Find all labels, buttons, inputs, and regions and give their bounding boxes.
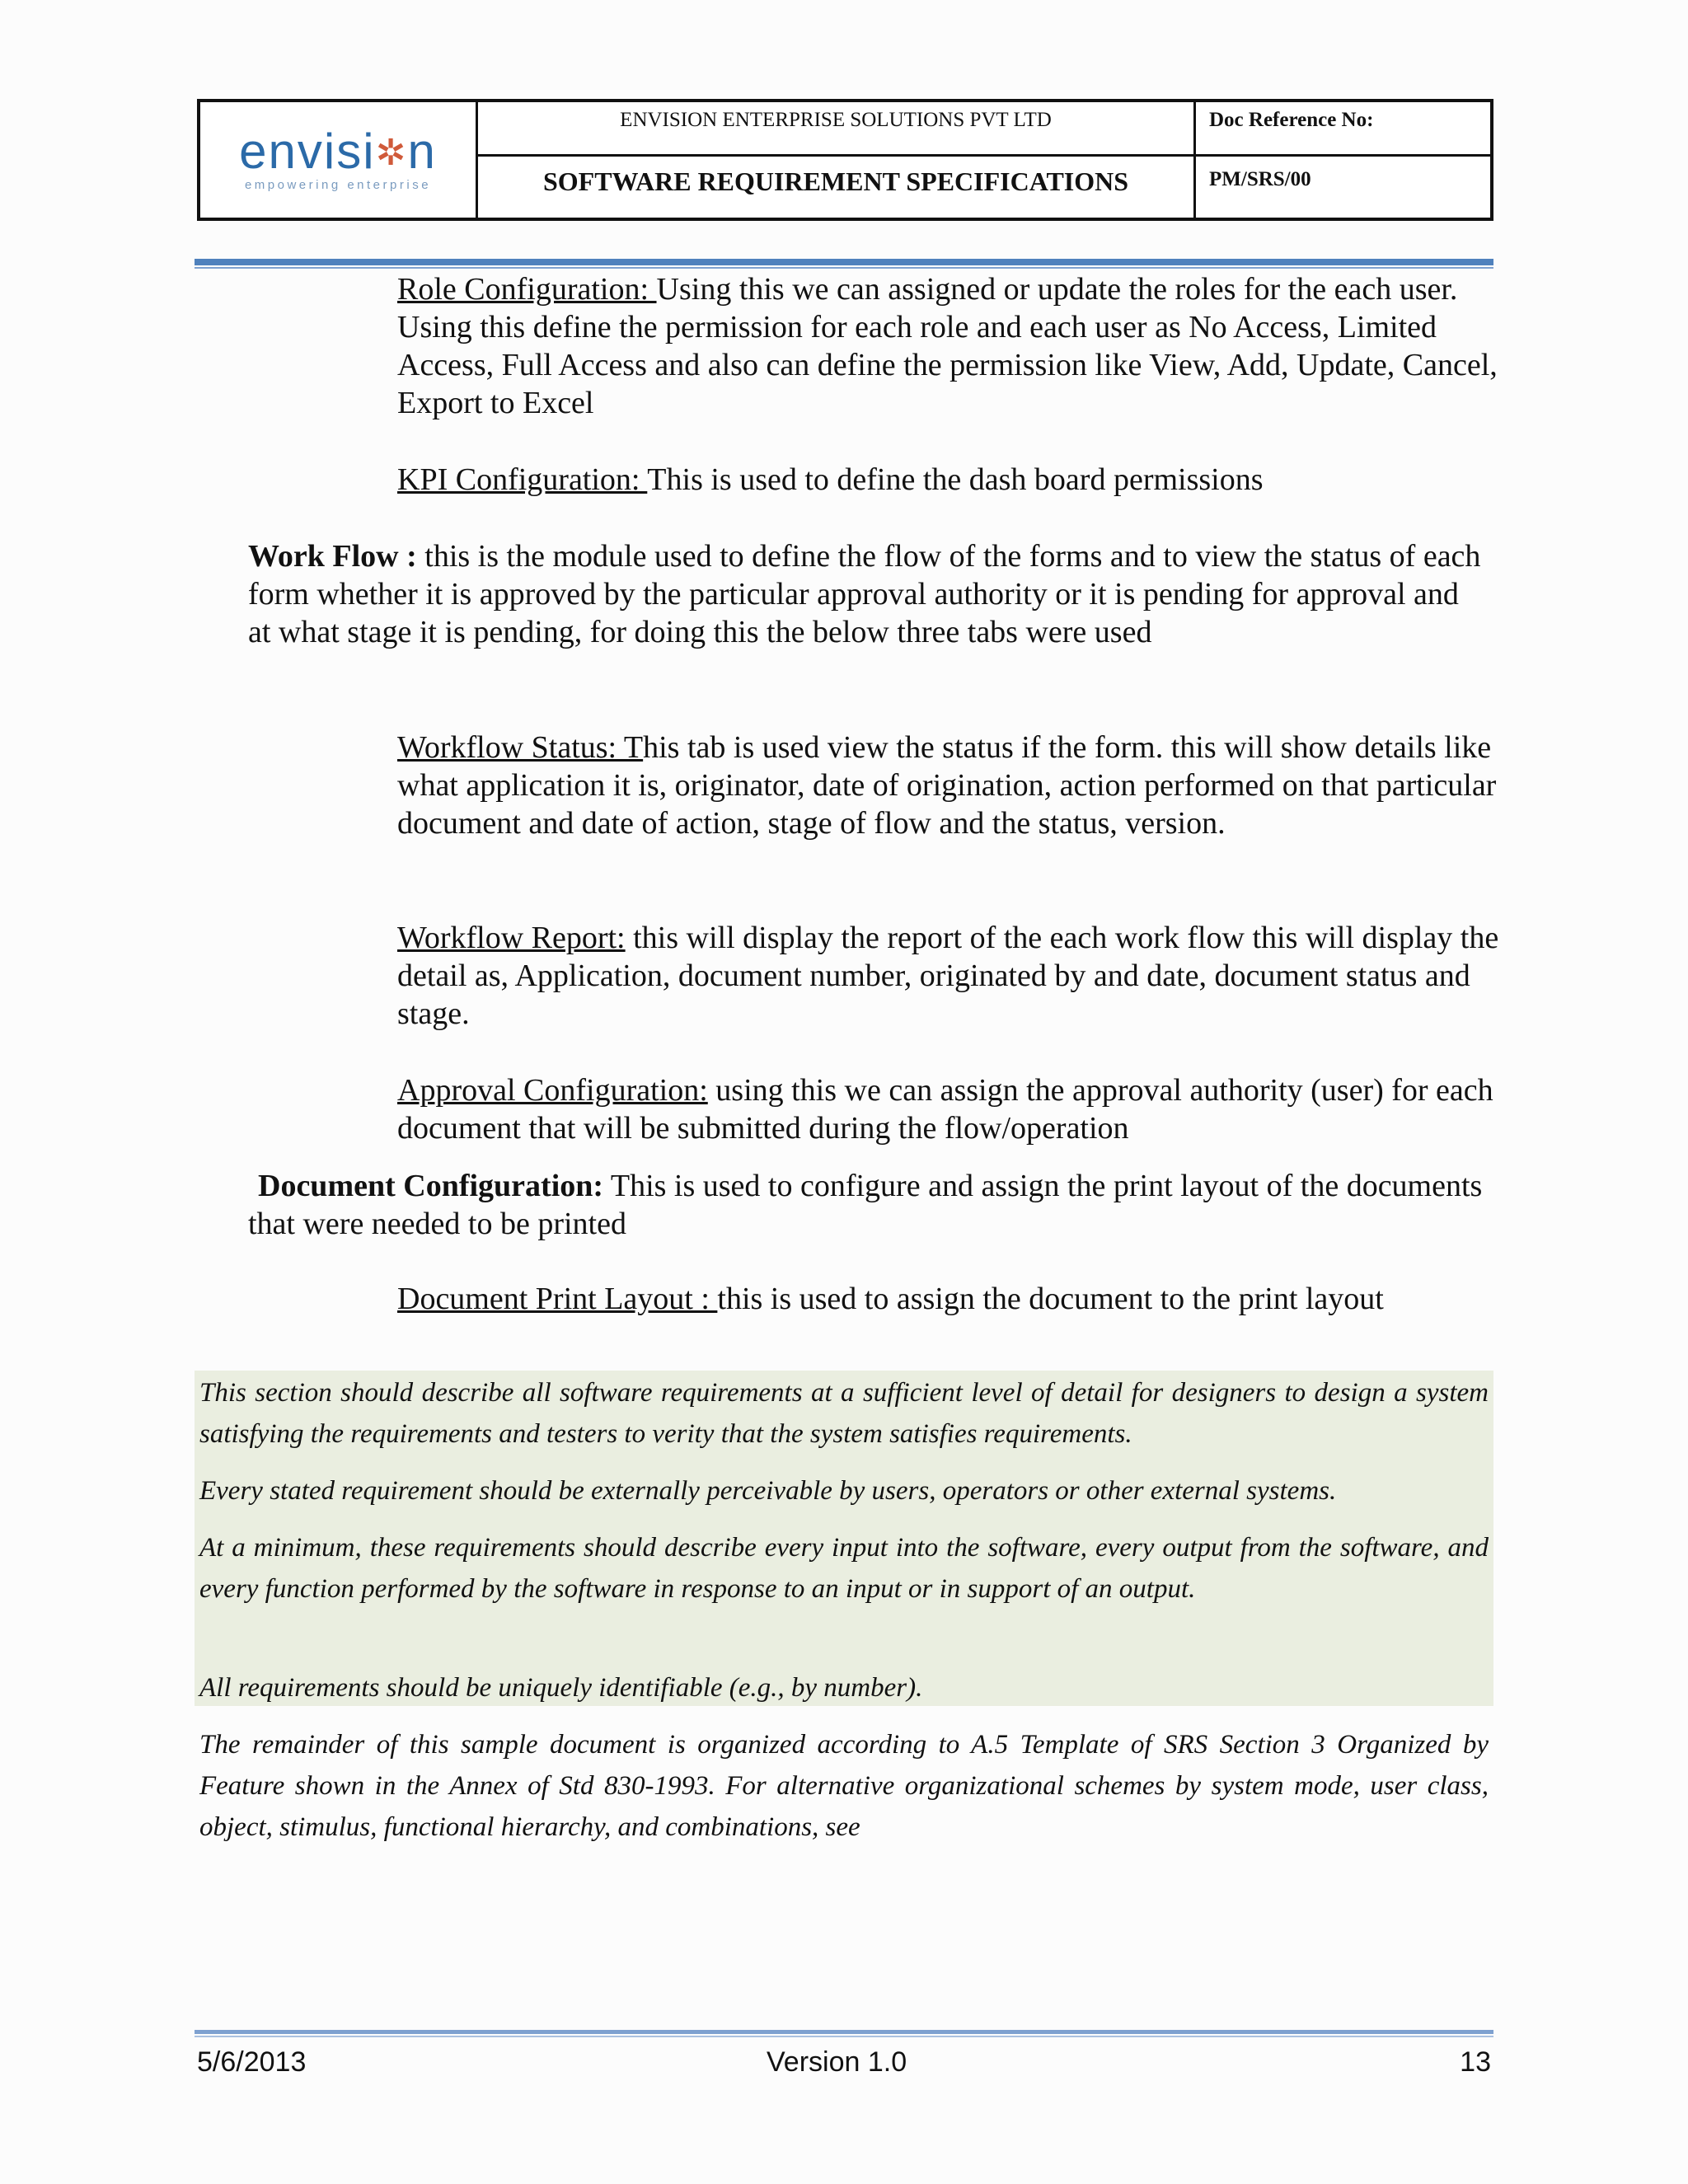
workflow-report-text: this will display the report of the each work flow this will display the detail as, Application, document number, originated by and date, document status and stage. xyxy=(397,921,1499,1031)
workflow-report-term: Workflow Report: xyxy=(397,921,626,955)
guidance-paragraph-4: All requirements should be uniquely identifiable (e.g., by number). xyxy=(199,1673,923,1703)
guidance-paragraph-1: This section should describe all software requirements at a sufficient level of detail for designers to design a system satisfying the requirements and testers to verity that the system satisfies requirements. xyxy=(199,1378,1489,1449)
header-table xyxy=(197,99,1493,221)
kpi-config-text: This is used to define the dash board permissions xyxy=(647,462,1264,497)
approval-config-term: Approval Configuration: xyxy=(397,1073,708,1108)
logo-word-b: n xyxy=(407,123,437,179)
company-logo xyxy=(200,102,478,218)
kpi-config-term: KPI Configuration: xyxy=(397,462,648,497)
footer-divider xyxy=(195,2030,1493,2037)
guidance-paragraph-3: At a minimum, these requirements should describe every input into the software, every output from the software, and every function performed by the software in response to an input or in support of an output. xyxy=(199,1533,1489,1604)
logo-word-a: envisi xyxy=(239,123,376,179)
footer-version: Version 1.0 xyxy=(767,2046,907,2078)
doc-title: SOFTWARE REQUIREMENT SPECIFICATIONS xyxy=(478,157,1196,218)
flower-icon: ✲ xyxy=(375,132,408,173)
approval-config-text: using this we can assign the approval authority (user) for each document that will be submitted during the flow/operation xyxy=(397,1073,1493,1146)
role-config-term: Role Configuration: xyxy=(397,272,657,307)
guidance-paragraph-2: Every stated requirement should be externally perceivable by users, operators or other external systems. xyxy=(199,1476,1337,1506)
print-layout-term: Document Print Layout : xyxy=(397,1282,718,1316)
work-flow-text: this is the module used to define the flow of the forms and to view the status of each form whether it is approved by the particular approval authority or it is pending for approval and at what stage it is pending, for doing this the below three tabs were used xyxy=(248,539,1481,649)
footer-date: 5/6/2013 xyxy=(197,2046,307,2078)
doc-ref-label: Doc Reference No: xyxy=(1196,102,1490,157)
document-config-text: This is used to configure and assign the print layout of the documents that were needed to be printed xyxy=(248,1169,1483,1241)
work-flow-term: Work Flow : xyxy=(248,539,417,574)
doc-ref-value: PM/SRS/00 xyxy=(1209,168,1311,190)
logo-tagline: empowering enterprise xyxy=(244,177,432,192)
approval-config-paragraph xyxy=(397,1071,1506,1147)
work-flow-paragraph xyxy=(248,537,1484,651)
print-layout-text: this is used to assign the document to the print layout xyxy=(717,1282,1384,1316)
workflow-status-term: Workflow Status: T xyxy=(397,730,644,765)
footer-page-number: 13 xyxy=(1460,2046,1491,2078)
company-name: ENVISION ENTERPRISE SOLUTIONS PVT LTD xyxy=(478,102,1196,157)
role-config-text: Using this we can assigned or update the roles for the each user. Using this define the permission for each role and each user as No Access, Limited Access, Full Access and also can define the permission like View, Add, Update, Cancel, Export to Excel xyxy=(397,272,1498,420)
role-config-paragraph xyxy=(397,270,1506,422)
document-config-term: Document Configuration: xyxy=(258,1169,604,1203)
print-layout-paragraph xyxy=(397,1280,1506,1318)
kpi-config-paragraph xyxy=(397,461,1506,499)
document-config-paragraph xyxy=(248,1167,1484,1243)
guidance-paragraph-5: The remainder of this sample document is organized according to A.5 Template of SRS Section 3 Organized by Feature shown in the Annex of Std 830-1993. For alternative organizational schemes by system mode, user class, object, stimulus, functional hierarchy, and combinations, see xyxy=(199,1730,1489,1842)
workflow-status-paragraph xyxy=(397,729,1506,842)
header-divider xyxy=(195,259,1493,269)
workflow-status-text: his tab is used view the status if the form. this will show details like what application it is, originator, date of origination, action performed on that particular document and date of action, stage of flow and the status, version. xyxy=(397,730,1497,841)
workflow-report-paragraph xyxy=(397,919,1506,1033)
